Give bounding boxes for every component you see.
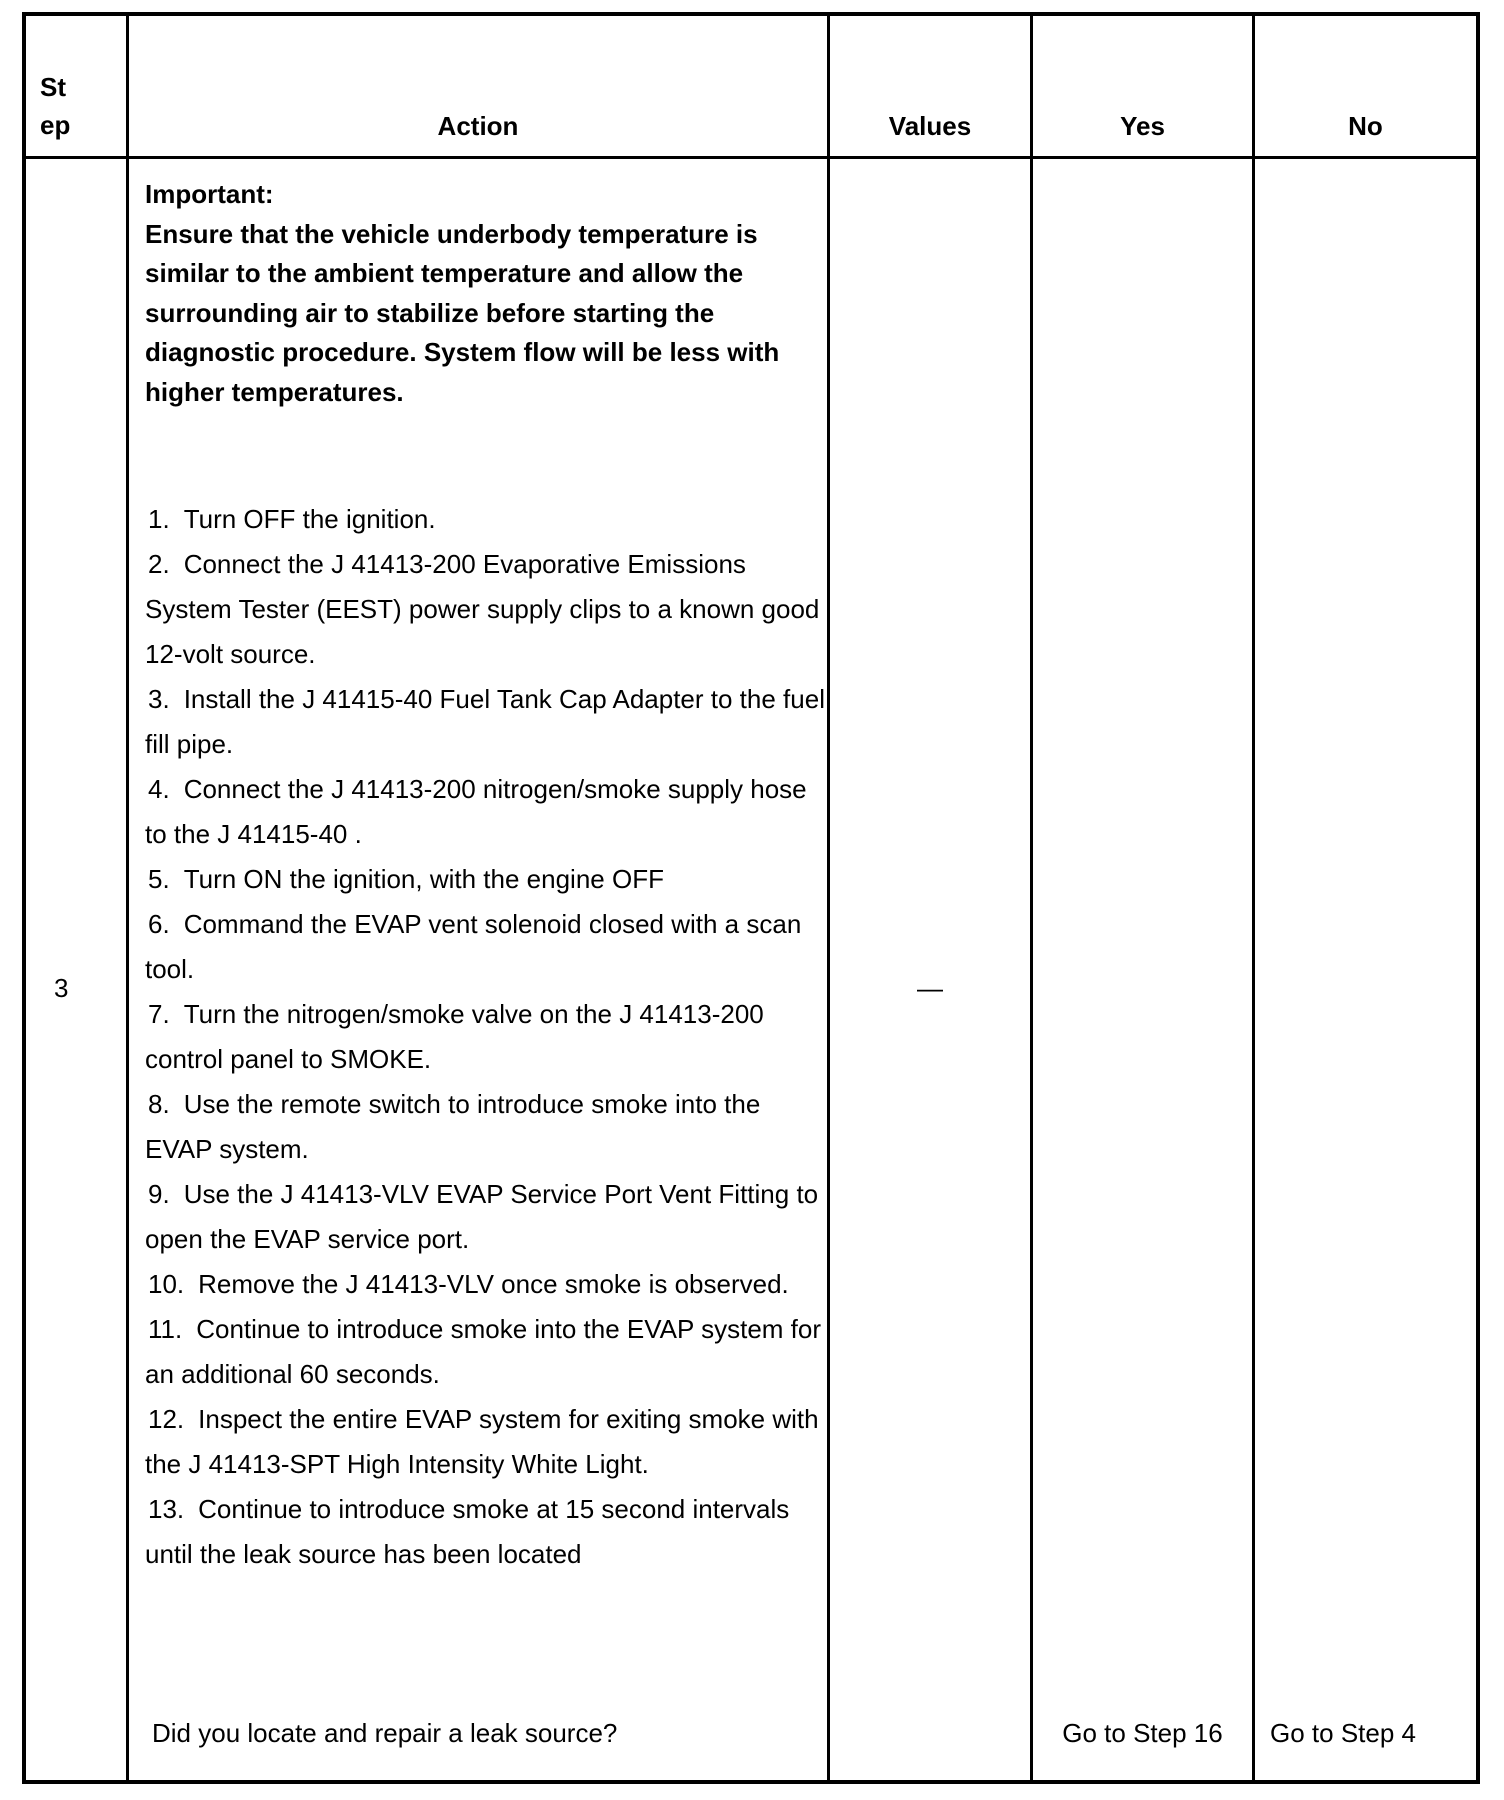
procedure-step [145,1172,825,1262]
step-index: 1. [148,504,170,534]
column-divider [1252,12,1255,1784]
procedure-step [145,677,825,767]
procedure-step [145,1262,825,1307]
header-yes: Yes [1120,111,1165,141]
step-text: Continue to introduce smoke into the EVAP system for an additional 60 seconds. [145,1314,822,1389]
procedure-step [145,902,825,992]
step-number: 3 [54,973,69,1003]
step-index: 3. [148,684,170,714]
procedure-step [145,1397,825,1487]
header-no: No [1348,111,1383,141]
important-text: Ensure that the vehicle underbody temperature is similar to the ambient temperature and allow the surrounding air to stabilize before starting the diagnostic procedure. System flow will be less with higher temperatures. [145,218,780,407]
step-index: 2. [148,549,170,579]
step-index: 13. [148,1494,185,1524]
procedure-step [145,1487,825,1577]
step-text: Command the EVAP vent solenoid closed with a scan tool. [145,909,802,984]
step-text: Turn OFF the ignition. [183,504,436,534]
step-index: 12. [148,1404,185,1434]
procedure-step [145,497,825,542]
step-index: 11. [148,1314,183,1344]
step-text: Connect the J 41413-200 Evaporative Emissions System Tester (EEST) power supply clips to a known good 12-volt source. [145,549,820,669]
step-text: Turn the nitrogen/smoke valve on the J 41413-200 control panel to SMOKE. [145,999,764,1074]
procedure-step [145,542,825,677]
header-step: St ep [40,72,71,140]
step-text: Use the remote switch to introduce smoke into the EVAP system. [145,1089,761,1164]
header-action: Action [437,111,519,141]
procedure-steps [145,497,825,1577]
step-text: Connect the J 41413-200 nitrogen/smoke supply hose to the J 41415-40 . [145,774,807,849]
procedure-step [145,1307,825,1397]
no-action: Go to Step 4 [1270,1718,1416,1748]
step-text: Use the J 41413-VLV EVAP Service Port Vent Fitting to open the EVAP service port. [145,1179,819,1254]
yes-action: Go to Step 16 [1062,1718,1223,1748]
procedure-step [145,1082,825,1172]
question-text: Did you locate and repair a leak source? [152,1718,618,1748]
column-divider [126,12,129,1784]
step-index: 4. [148,774,170,804]
step-index: 7. [148,999,170,1029]
column-divider [827,12,830,1784]
values-cell: — [917,973,943,1003]
step-index: 6. [148,909,170,939]
step-index: 10. [148,1269,185,1299]
procedure-step [145,992,825,1082]
step-text: Install the J 41415-40 Fuel Tank Cap Adapter to the fuel fill pipe. [145,684,825,759]
header-divider [22,156,1480,159]
step-text: Inspect the entire EVAP system for exiting smoke with the J 41413-SPT High Intensity White Light. [145,1404,819,1479]
step-index: 5. [148,864,170,894]
procedure-step [145,767,825,857]
header-values: Values [888,111,972,141]
step-text: Turn ON the ignition, with the engine OFF [183,864,664,894]
step-text: Continue to introduce smoke at 15 second intervals until the leak source has been located [145,1494,790,1569]
step-index: 9. [148,1179,170,1209]
important-note [145,175,825,412]
step-text: Remove the J 41413-VLV once smoke is observed. [198,1269,789,1299]
procedure-step [145,857,825,902]
step-index: 8. [148,1089,170,1119]
column-divider [1030,12,1033,1784]
important-title: Important: [145,179,274,209]
